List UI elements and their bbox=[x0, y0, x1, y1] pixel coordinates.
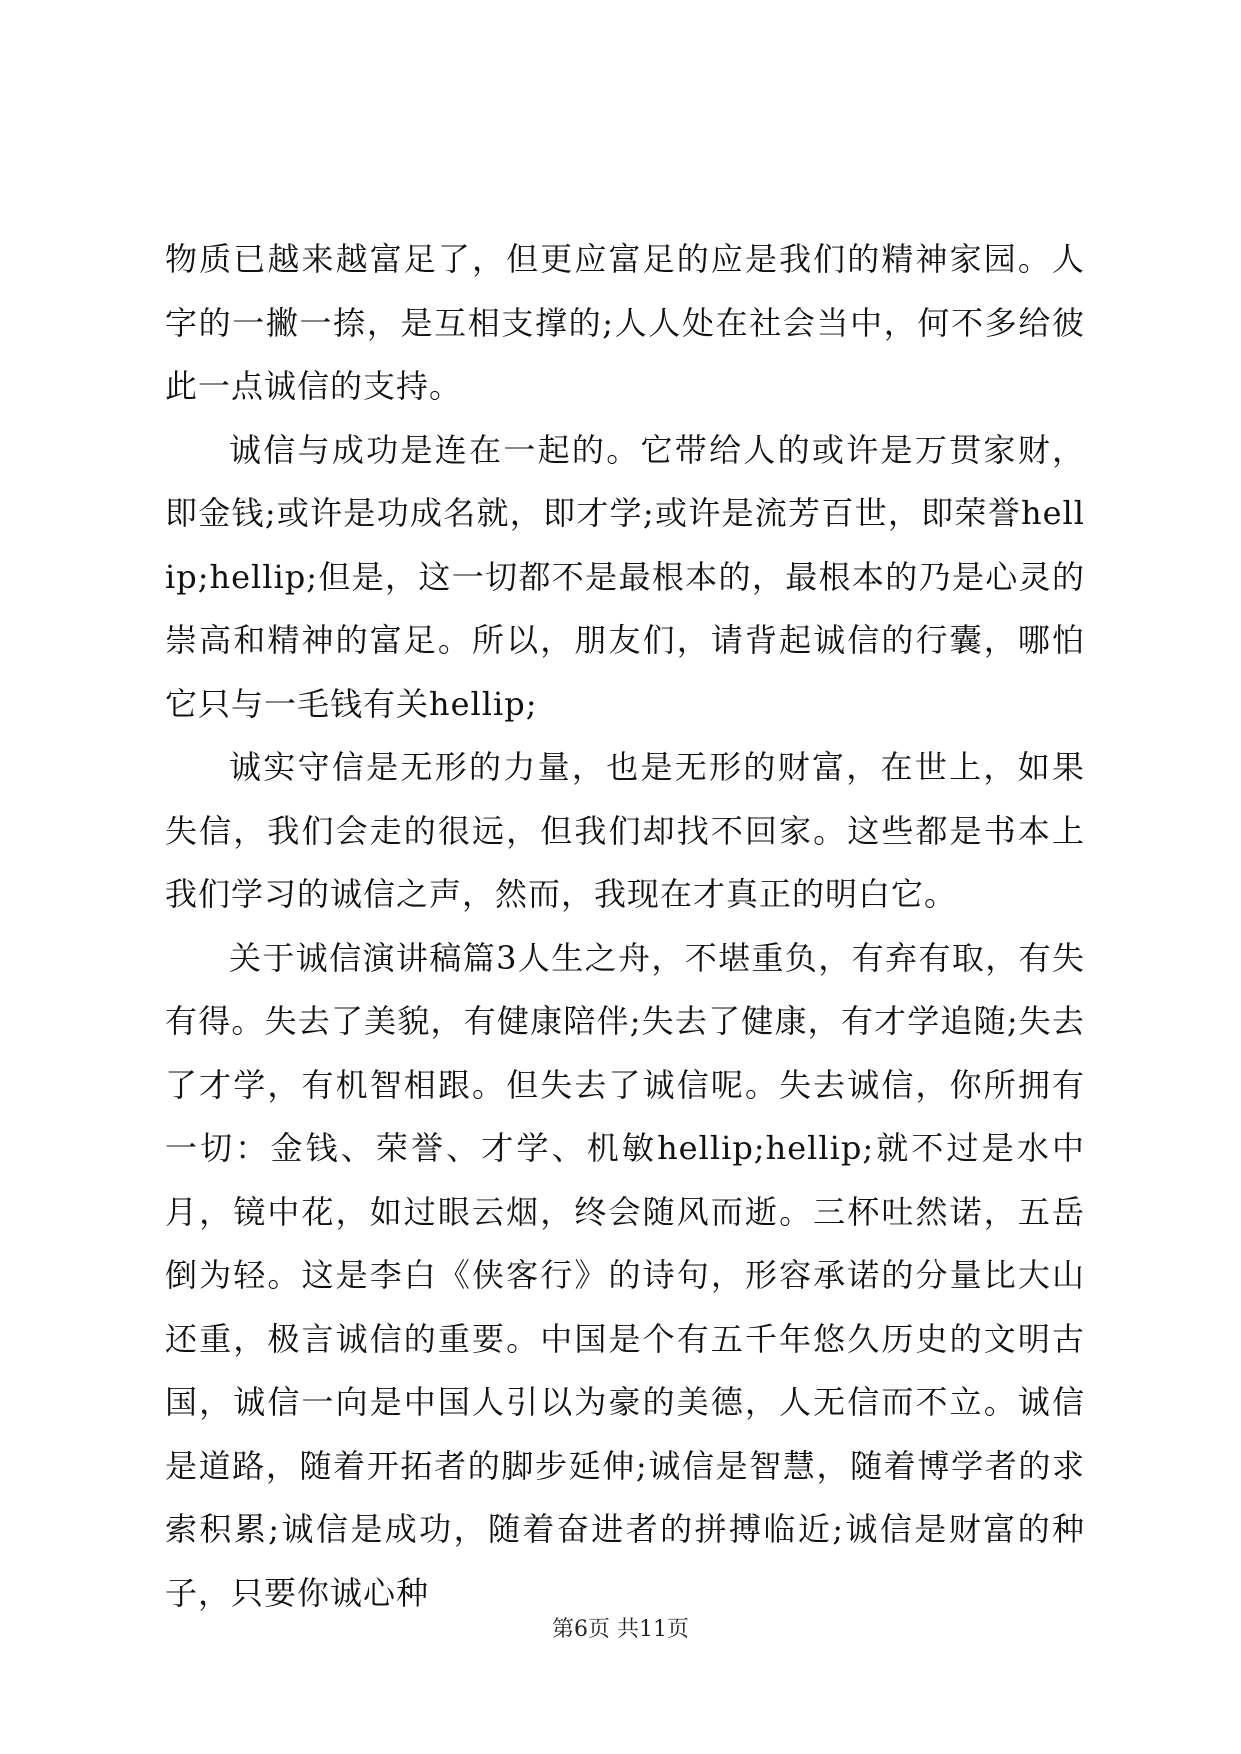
page-footer: 第6页 共11页 bbox=[552, 1617, 689, 1642]
paragraph-continuation: 物质已越来越富足了，但更应富足的应是我们的精神家园。人字的一撇一捺，是互相支撑的;人人处在社会当中，何不多给彼此一点诚信的支持。 bbox=[165, 240, 1085, 405]
paragraph-speech-3: 关于诚信演讲稿篇3人生之舟，不堪重负，有弃有取，有失有得。失去了美貌，有健康陪伴;失去了健康，有才学追随;失去了才学，有机智相跟。但失去了诚信呢。失去诚信，你所拥有一切：金钱、荣誉、才学、机敏hellip;hellip;就不过是水中月，镜中花，如过眼云烟，终会随风而逝。三杯吐然诺，五岳倒为轻。这是李白《侠客行》的诗句，形容承诺的分量比大山还重，极言诚信的重要。中国是个有五千年悠久历史的文明古国，诚信一向是中国人引以为豪的美德，人无信而不立。诚信是道路，随着开拓者的脚步延伸;诚信是智慧，随着博学者的求索积累;诚信是成功，随着奋进者的拼搏临近;诚信是财富的种子，只要你诚心种 bbox=[165, 938, 1085, 1612]
paragraph-integrity-success: 诚信与成功是连在一起的。它带给人的或许是万贯家财，即金钱;或许是功成名就，即才学;或许是流芳百世，即荣誉hellip;hellip;但是，这一切都不是最根本的，最根本的乃是心灵的崇高和精神的富足。所以，朋友们，请背起诚信的行囊，哪怕它只与一毛钱有关hellip; bbox=[165, 430, 1085, 723]
paragraph-honesty-power: 诚实守信是无形的力量，也是无形的财富，在世上，如果失信，我们会走的很远，但我们却找不回家。这些都是书本上我们学习的诚信之声，然而，我现在才真正的明白它。 bbox=[165, 748, 1085, 913]
body-text bbox=[165, 228, 1085, 1625]
